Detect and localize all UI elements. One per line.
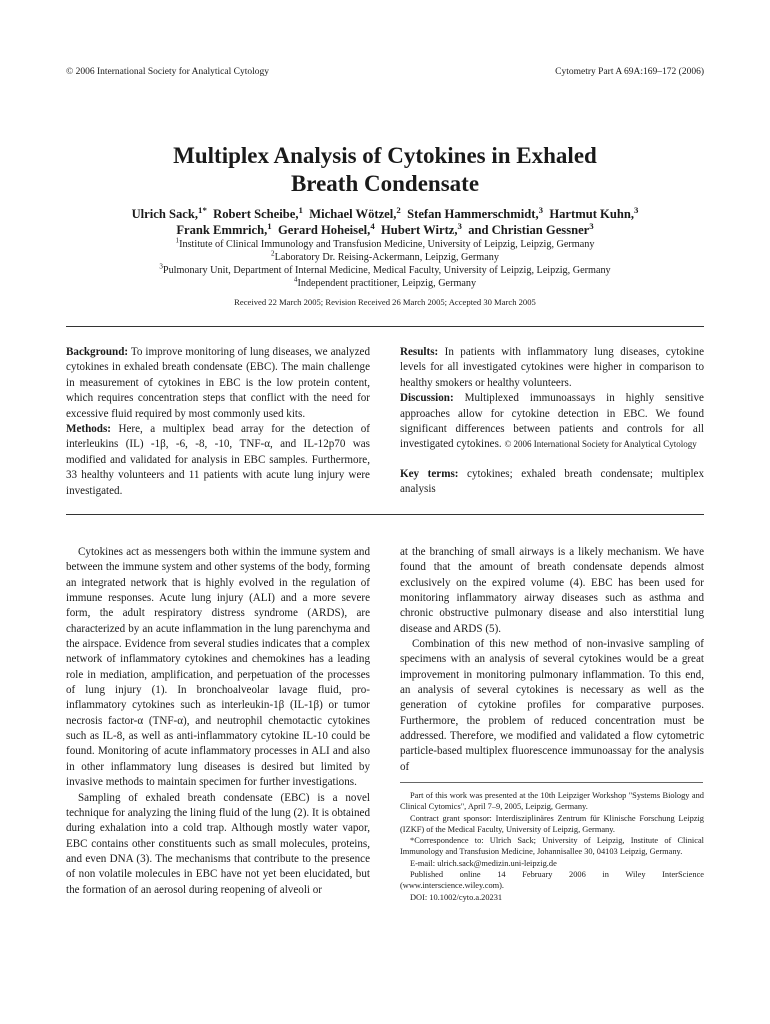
author-affil: 3: [457, 220, 462, 231]
affil-text: Laboratory Dr. Reising-Ackermann, Leipzig, Germany: [274, 252, 499, 263]
abstract-right-column: [400, 345, 704, 498]
author: Michael Wötzel,: [309, 207, 397, 221]
discussion-label: Discussion:: [400, 392, 454, 405]
footnote: Published online 14 February 2006 in Wiley InterScience (www.interscience.wiley.com).: [400, 870, 704, 891]
author: Hartmut Kuhn,: [549, 207, 635, 221]
footnote-email: E-mail: ulrich.sack@medizin.uni-leipzig.de: [410, 858, 557, 868]
author: Ulrich Sack,: [131, 207, 199, 221]
abstract-top-rule: [66, 326, 704, 327]
author: and Christian Gessner: [468, 223, 590, 237]
body-paragraph: at the branching of small airways is a likely mechanism. We have found that the amount of breath condensate depends almost exclusively on the expired volume (4). EBC has been used for monitoring inflammatory airway diseases such as asthma and chronic obstructive pulmonary disease and also interstitial lung disease and ARDS (5).: [400, 546, 704, 635]
results-label: Results:: [400, 346, 439, 358]
abstract-methods: [66, 422, 370, 499]
affil-number: 4: [293, 275, 298, 284]
author: Gerard Hoheisel,: [277, 223, 371, 237]
affil-text: Institute of Clinical Immunology and Transfusion Medicine, University of Leipzig, Leipzig, Germany: [179, 239, 595, 250]
affiliation: [60, 277, 710, 290]
received-dates: Received 22 March 2005; Revision Received 26 March 2005; Accepted 30 March 2005: [234, 297, 536, 307]
footnote-rule: [400, 782, 703, 783]
abstract-discussion: [400, 391, 704, 453]
footnote-doi: DOI: 10.1002/cyto.a.20231: [410, 892, 503, 902]
author-affil: 3: [538, 204, 544, 215]
body-left-column: [66, 545, 370, 898]
title-line-1: Multiplex Analysis of Cytokines in Exhaled: [173, 143, 597, 168]
background-label: Background:: [66, 346, 129, 358]
abstract-copyright: © 2006 International Society for Analytical Cytology: [504, 439, 697, 450]
author-line-1: [60, 206, 710, 222]
author-line-2: [60, 222, 710, 238]
body-paragraph: Cytokines act as messengers both within the immune system and between the immune system and other systems of the body, forming an integrated network that is highly evolved in the regulation of immune responses. Acute lung injury (ALI) and a more severe form, the adult respiratory distress syndrome (ARDS), are characterized by an acute inflammation in the lung parenchyma and the airspace. Evidence from several studies indicates that a complex network of inflammatory cytokines and chemokines has a leading role in mediation, amplification, and perpetuation of the processes of lung injury (1). In bronchoalveolar lavage fluid, pro-inflammatory cytokines such as interleukin-1β (IL-1β) or tumor necrosis factor-α (TNF-α), and neutrophil chemotactic cytokines such as IL-8, as well as anti-inflammatory cytokine IL-10 could be found. Monitoring of acute inflammatory processes in ALI and also in other inflammatory lung diseases is desired but limited by invasive methods to maintain specimen for further investigations.: [66, 546, 370, 789]
affil-number: 2: [271, 249, 275, 258]
title-line-2: Breath Condensate: [290, 171, 480, 196]
author-affil: 3: [634, 204, 639, 215]
author-affil: 1: [298, 204, 303, 215]
abstract-left-column: [66, 345, 370, 499]
author-affil: 3: [589, 220, 594, 231]
author-affil: 1: [267, 220, 272, 231]
results-text: In patients with inflammatory lung diseases, cytokine levels for all investigated cytokines were higher in comparison to healthy smokers or healthy volunteers.: [400, 346, 704, 389]
affiliation-list: [60, 238, 710, 290]
abstract-keyterms: [400, 467, 704, 498]
keyterms-text: cytokines; exhaled breath condensate; multiplex analysis: [400, 467, 705, 496]
footnote: Contract grant sponsor: Interdisziplinäres Zentrum für Klinische Forschung Leipzig (IZKF) of the Medical Faculty, University of Leipzig, Germany.: [400, 813, 704, 834]
footnote: *Correspondence to: Ulrich Sack; University of Leipzig, Institute of Clinical Immunology and Transfusion Medicine, Johannisallee 30, 04103 Leipzig, Germany.: [400, 836, 704, 857]
author: Stefan Hammerschmidt,: [407, 207, 539, 221]
author-affil: 1*: [198, 204, 207, 215]
author: Hubert Wirtz,: [381, 223, 458, 237]
footnotes: [400, 790, 704, 903]
affil-number: 3: [159, 262, 163, 271]
background-text: To improve monitoring of lung diseases, we analyzed cytokines in exhaled breath condensate (EBC). The main challenge in measurement of cytokines in EBC is the low protein content, which requires concentration steps that conflict with the need for excessive fluid required by most commonly used kits.: [66, 346, 371, 420]
author-affil: 2: [396, 204, 401, 215]
methods-text: Here, a multiplex bead array for the detection of interleukins (IL) -1β, -6, -8, -10, TNF-α, and IL-12p70 was modified and validated for analysis in EBC samples. Furthermore, 33 healthy volunteers and 11 patients with acute lung injury were investigated.: [66, 423, 371, 497]
affil-text: Independent practitioner, Leipzig, Germany: [297, 278, 477, 289]
abstract-background: [66, 345, 370, 422]
affil-text: Pulmonary Unit, Department of Internal Medicine, Medical Faculty, University of Leipzig, Leipzig, Germany: [162, 265, 611, 276]
abstract-bottom-rule: [66, 514, 704, 515]
author-affil: 4: [370, 220, 375, 231]
body-right-column: [400, 545, 704, 775]
article-title: [60, 142, 710, 198]
body-paragraph: Combination of this new method of non-invasive sampling of specimens with an analysis of several cytokines would be a great improvement in monitoring pulmonary inflammation. To this end, an analysis of several cytokines is necessary as well as the generation of cytokine profiles for comparative purposes. Furthermore, the problem of reduced concentration must be addressed. Therefore, we modified and validated a flow cytometric particle-based multiplex fluorescence immunoassay for the analysis of: [400, 638, 704, 773]
journal-citation: Cytometry Part A 69A:169–172 (2006): [555, 67, 704, 77]
footnote: Part of this work was presented at the 10th Leipziger Workshop "Systems Biology and Clinical Cytomics", April 7–9, 2005, Leipzig, Germany.: [400, 791, 704, 812]
author-list: [60, 206, 710, 238]
discussion-text: Multiplexed immunoassays in highly sensitive approaches allow for cytokine detection in EBC. We found significant differences between patients and controls for all investigated cytokines.: [400, 392, 704, 451]
author: Frank Emmrich,: [176, 223, 268, 237]
affil-number: 1: [175, 236, 180, 245]
body-paragraph: Sampling of exhaled breath condensate (EBC) is a novel technique for analyzing the lining fluid of the lung (2). It is obtained during exhalation into a cold trap. Although mostly water vapor, EBC contains other constituents such as small molecules, proteins, and even DNA (3). The mechanisms that contribute to the presence of non volatile molecules in EBC have not yet been elucidated, but the formation of an aerosol during reopening of alveoli or: [66, 791, 370, 896]
keyterms-label: Key terms:: [400, 467, 459, 480]
author: Robert Scheibe,: [213, 207, 299, 221]
affiliation: [60, 238, 710, 251]
journal-copyright: © 2006 International Society for Analytical Cytology: [66, 67, 269, 77]
abstract-results: [400, 345, 704, 391]
affiliation: [60, 251, 710, 264]
affiliation: [60, 264, 710, 277]
methods-label: Methods:: [66, 423, 111, 436]
